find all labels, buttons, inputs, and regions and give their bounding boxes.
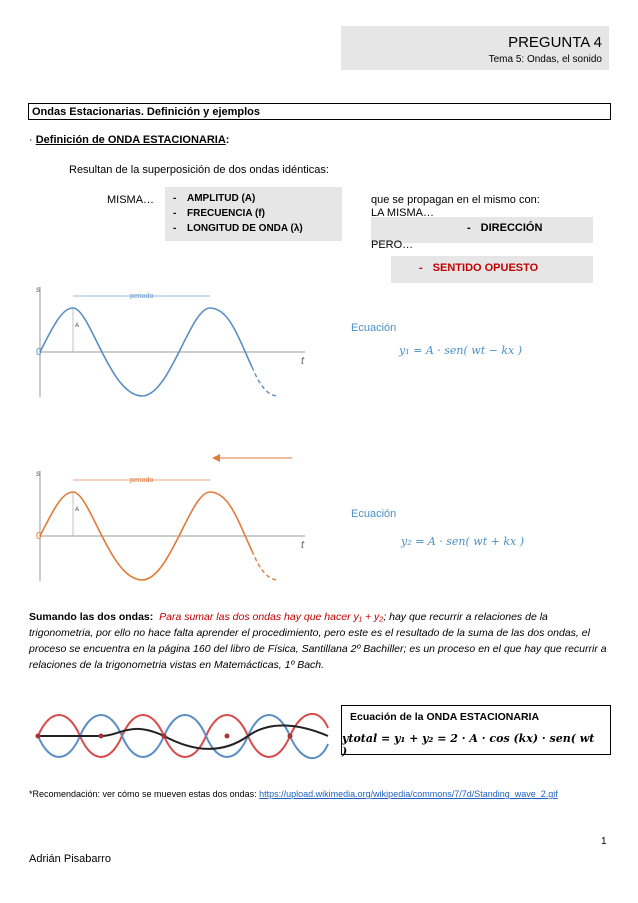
- page-subtitle: Tema 5: Ondas, el sonido: [488, 54, 602, 65]
- summary-highlight: Para sumar las dos ondas hay que hacer y₁ + y₂: [159, 611, 384, 623]
- standing-wave-formula: ytotal = y₁ + y₂ = 2 · A · cos (kx) · sen( wt ): [342, 732, 595, 758]
- origin-label: 0: [36, 531, 42, 542]
- node-point: [162, 734, 167, 739]
- period-label: periodo: [130, 293, 154, 300]
- summary-lead: Sumando las dos ondas:: [29, 611, 154, 623]
- axis-s-label: s: [36, 469, 40, 478]
- bullet-dash: -: [419, 262, 423, 274]
- section-title: Ondas Estacionarias. Definición y ejemplos: [28, 103, 611, 120]
- opposite-label: [419, 262, 538, 274]
- axis-s-label: s: [36, 285, 40, 294]
- wave-continuation-2: [252, 551, 278, 580]
- summary-body: ; hay que recurrir a relaciones de la trigonometria, por ello no hace falta aprender el procedimiento, pero este es el resultado de la suma de las dos ondas, el proceso se encuentra en la página 160 del libro de Física, Santillana 2º Bachiller; es un proceso en el que hay que recurrir a relaciones de la trigonometria vistas en Matemácticas, 1º Bach.: [29, 611, 607, 671]
- equation-formula-1: y₁ = A · sen( wt − kx ): [399, 344, 522, 357]
- opposite-text: SENTIDO OPUESTO: [432, 262, 539, 274]
- wave-graph-1: [30, 282, 320, 402]
- node-point: [225, 734, 230, 739]
- origin-label: 0: [36, 347, 42, 358]
- node-point: [36, 734, 41, 739]
- prop-amplitude: [173, 193, 256, 204]
- bullet-dash: -: [173, 193, 177, 204]
- standing-wave-graph: [30, 700, 330, 772]
- propagate-text: que se propagan en el mismo con:: [371, 194, 540, 206]
- prop-wavelength: [173, 223, 303, 234]
- bullet-dash: -: [467, 222, 471, 234]
- recommendation-link[interactable]: https://upload.wikimedia.org/wikipedia/commons/7/7d/Standing_wave_2.gif: [259, 789, 558, 799]
- bullet-dash: -: [173, 223, 177, 234]
- prop-label: FRECUENCIA (f): [187, 208, 265, 219]
- definition-heading: [29, 134, 229, 146]
- axis-t-label: t: [301, 539, 305, 551]
- definition-suffix: :: [225, 134, 230, 146]
- recommendation: [29, 789, 558, 799]
- node-point: [99, 734, 104, 739]
- page-title: PREGUNTA 4: [508, 34, 602, 51]
- bullet-dash: -: [173, 208, 177, 219]
- axis-t-label: t: [301, 355, 305, 367]
- prop-frequency: [173, 208, 265, 219]
- misma-label: MISMA…: [107, 194, 155, 206]
- page-number: 1: [601, 836, 607, 847]
- period-label: periodo: [130, 477, 154, 484]
- prop-label: AMPLITUD (A): [187, 193, 256, 204]
- la-misma-label: LA MISMA…: [371, 207, 434, 219]
- definition-prefix: ·: [29, 134, 36, 146]
- standing-wave-title: Ecuación de la ONDA ESTACIONARIA: [350, 711, 540, 723]
- wave-continuation-1: [252, 367, 278, 396]
- pero-label: PERO…: [371, 239, 414, 251]
- properties-box: [165, 187, 342, 241]
- direction-label: [467, 222, 542, 234]
- equation-formula-2: y₂ = A · sen( wt + kx ): [401, 535, 524, 548]
- equation-label-1: Ecuación: [351, 322, 397, 334]
- equation-label-2: Ecuación: [351, 508, 397, 520]
- author: Adrián Pisabarro: [29, 853, 111, 865]
- arrow-head: [212, 454, 220, 462]
- direction-arrow: [210, 452, 295, 464]
- node-point: [288, 734, 293, 739]
- prop-label: LONGITUD DE ONDA (λ): [187, 223, 303, 234]
- wave-graph-2: [30, 466, 320, 586]
- amplitude-label: A: [75, 507, 80, 513]
- direction-text: DIRECCIÓN: [480, 222, 543, 234]
- intro-text: Resultan de la superposición de dos ondas idénticas:: [69, 164, 329, 176]
- summary-paragraph: [29, 609, 610, 673]
- amplitude-label: A: [75, 323, 80, 329]
- standing-wave-equation-box: [341, 705, 611, 758]
- recommendation-text: *Recomendación: ver cómo se mueven estas dos ondas:: [29, 789, 260, 799]
- definition-label: Definición de ONDA ESTACIONARIA: [35, 134, 226, 146]
